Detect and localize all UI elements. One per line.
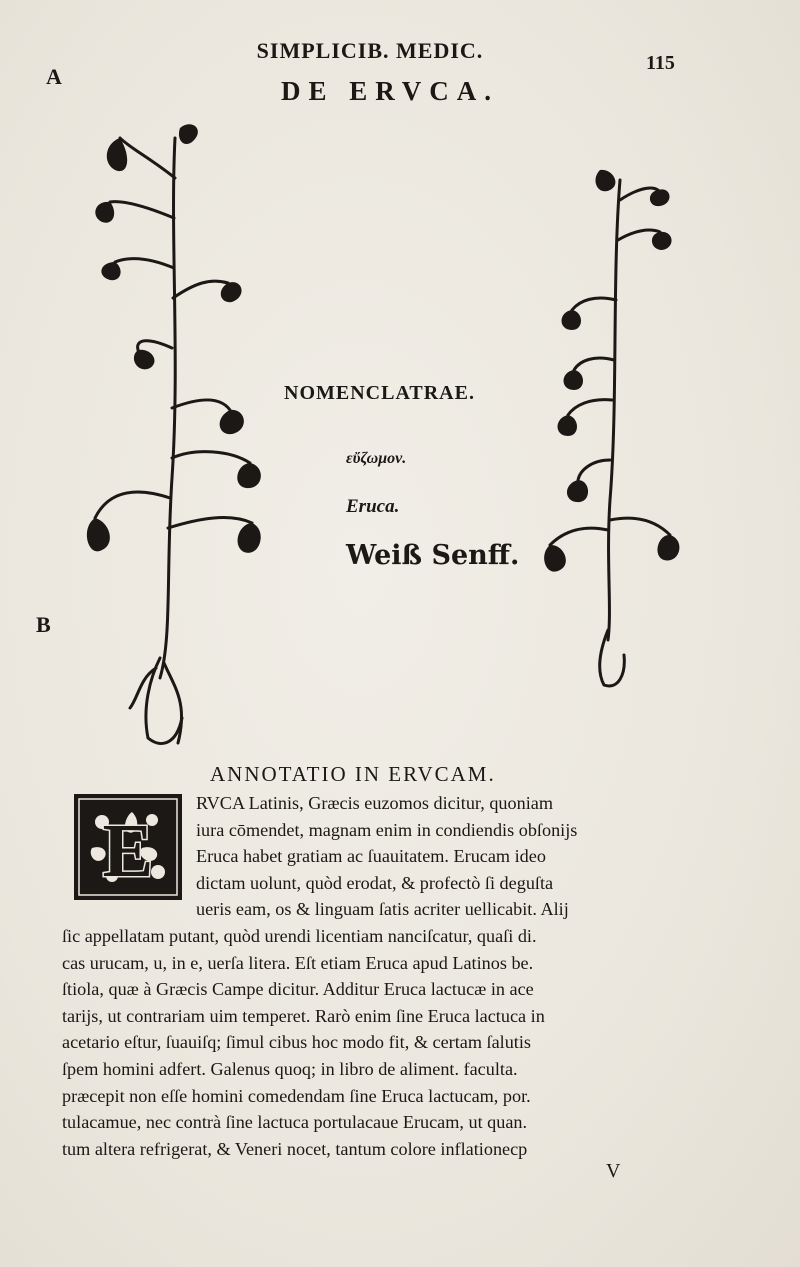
- catchword: V: [606, 1160, 621, 1182]
- nomenclature-german: Weiß Senff.: [346, 540, 520, 571]
- nomenclature-latin: Eruca.: [346, 496, 400, 517]
- margin-letter-a: A: [46, 64, 62, 89]
- text-line: ſic appellatam putant, quòd urendi licentiam nanciſcatur, quaſi di.: [62, 925, 537, 946]
- svg-text:E: E: [102, 809, 154, 893]
- text-line: RVCA Latinis, Græcis euzomos dicitur, quoniam: [196, 793, 553, 813]
- chapter-title: DE ERVCA.: [280, 76, 500, 106]
- text-line: dictam uolunt, quòd erodat, & profectò ſi deguſta: [196, 872, 554, 893]
- text-line: acetario eſtur, ſuauiſq; ſimul cibus hoc modo fit, & certam ſalutis: [62, 1032, 531, 1053]
- running-head: SIMPLICIB. MEDIC.: [256, 38, 484, 63]
- nomenclature-greek: εὔζωμον.: [346, 450, 407, 467]
- annotation-body: [62, 790, 684, 1162]
- nomenclature-heading: NOMENCLATRAE.: [284, 382, 475, 404]
- text-line: iura cōmendet, magnam enim in condiendis obſonijs: [196, 819, 578, 840]
- text-line: tum altera refrigerat, & Veneri nocet, tantum colore inflationecp: [62, 1138, 528, 1159]
- text-line: præcepit non eſſe homini comedendam ſine Eruca lactucam, por.: [62, 1085, 531, 1106]
- text-line: ſtiola, quæ à Græcis Campe dicitur. Additur Eruca lactucæ in ace: [62, 979, 534, 1000]
- text-line: ueris eam, os & linguam ſatis acriter uellicabit. Alij: [196, 899, 569, 920]
- text-line: tulacamue, nec contrà ſine lactuca portulacaue Erucam, ut quan.: [62, 1112, 528, 1133]
- right-plant-woodcut-icon: [540, 160, 690, 700]
- margin-letter-b: B: [36, 612, 51, 637]
- annotation-heading: ANNOTATIO IN ERVCAM.: [210, 762, 496, 786]
- left-plant-woodcut-icon: [80, 118, 270, 758]
- page-number: 115: [646, 52, 675, 74]
- text-line: ſpem homini adfert. Galenus quoq; in libro de aliment. faculta.: [62, 1058, 518, 1079]
- text-line: tarijs, ut contrariam uim temperet. Rarò enim ſine Eruca lactuca in: [62, 1005, 545, 1026]
- text-line: cas urucam, u, in e, uerſa litera. Eſt etiam Eruca apud Latinos be.: [62, 952, 534, 973]
- text-line: Eruca habet gratiam ac ſuauitatem. Erucam ideo: [196, 846, 546, 867]
